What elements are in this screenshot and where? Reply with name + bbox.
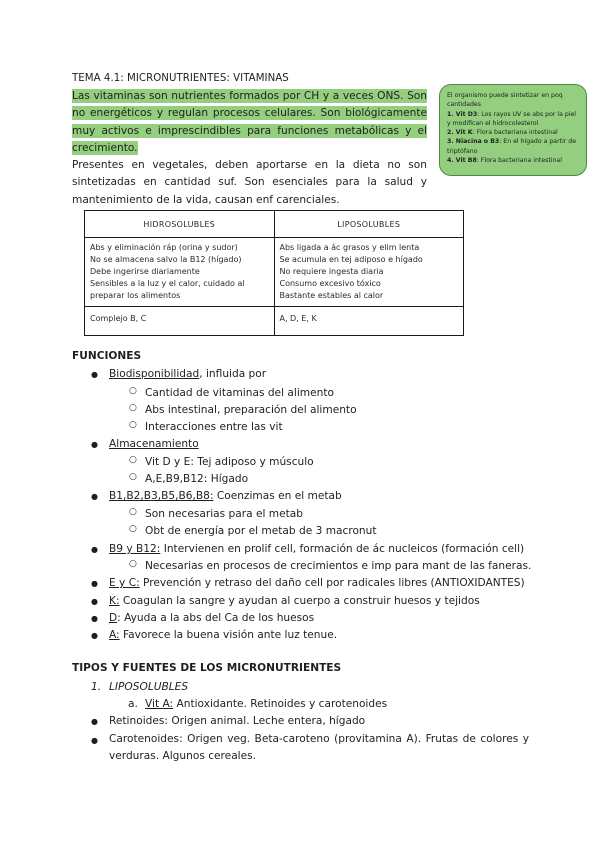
intro-paragraph xyxy=(72,88,427,209)
intro-rest: Presentes en vegetales, deben aportarse en la dieta no son sintetizadas en cantidad suf. Son esenciales para la salud y mantenimiento de la vida, causan enf carenciales. xyxy=(72,159,427,206)
list-item: K: Coagulan la sangre y ayudan al cuerpo a construir huesos y tejidos xyxy=(109,595,480,607)
hidro-examples-cell: Complejo B, C xyxy=(85,307,275,336)
list-item: Biodisponibilidad, influida por xyxy=(109,368,267,380)
table-header-row xyxy=(85,211,464,238)
bullet-icon: ● xyxy=(91,545,98,554)
bullet-icon: ● xyxy=(91,440,98,449)
list-subitem: Vit D y E: Tej adiposo y músculo xyxy=(145,456,314,468)
table-row xyxy=(85,238,464,307)
sub-bullet-icon: ○ xyxy=(129,507,137,517)
bullet-icon: ● xyxy=(91,597,98,606)
note-item-4: 4. Vit B8: Flora bacteriana intestinal xyxy=(447,157,562,165)
lettered-item-letter: a. xyxy=(128,698,138,710)
list-item: Almacenamiento xyxy=(109,438,199,450)
header-liposolubles: LIPOSOLUBLES xyxy=(274,211,464,238)
note-item-2: 2. Vit K: Flora bacteriana intestinal xyxy=(447,129,558,137)
sub-bullet-icon: ○ xyxy=(129,524,137,534)
bullet-icon: ● xyxy=(91,631,98,640)
highlighted-definition: Las vitaminas son nutrientes formados por CH y a veces ONS. Son no energéticos y regulan procesos celulares. Son biológicamente muy activos e imprescindibles para funciones metabólicas y el crecimiento. xyxy=(72,90,427,154)
bullet-icon: ● xyxy=(91,370,98,379)
list-subitem: Obt de energía por el metab de 3 macronut xyxy=(145,525,377,537)
lipo-properties-cell: Abs ligada a ác grasos y elim lenta Se acumula en tej adiposo e hígado No requiere ingesta diaria Consumo excesivo tóxico Bastante estables al calor xyxy=(274,238,464,307)
list-subitem: A,E,B9,B12: Hígado xyxy=(145,473,249,485)
sub-bullet-icon: ○ xyxy=(129,472,137,482)
list-subitem: Cantidad de vitaminas del alimento xyxy=(145,387,334,399)
note-item-1: 1. Vit D3: Los rayos UV se abs por la piel y modifican el hidrocolesterol xyxy=(447,110,577,127)
sub-bullet-icon: ○ xyxy=(129,386,137,396)
note-item-3: 3. Niacina o B3: En el hígado a partir de triptófano xyxy=(447,138,577,155)
table-row xyxy=(85,307,464,336)
list-subitem: Abs intestinal, preparación del alimento xyxy=(145,404,357,416)
list-item: B1,B2,B3,B5,B6,B8: Coenzimas en el metab xyxy=(109,490,342,502)
bullet-icon: ● xyxy=(91,614,98,623)
list-subitem: Son necesarias para el metab xyxy=(145,508,304,520)
list-item: Retinoides: Origen animal. Leche entera, hígado xyxy=(109,715,366,727)
bullet-icon: ● xyxy=(91,492,98,501)
funciones-heading: FUNCIONES xyxy=(72,350,142,362)
list-item: Carotenoides: Origen veg. Beta-caroteno (provitamina A). Frutas de colores y verduras. Algunos cereales. xyxy=(109,733,529,762)
sticky-note xyxy=(439,84,587,176)
bullet-icon: ● xyxy=(91,579,98,588)
bullet-icon: ● xyxy=(91,736,98,745)
sub-bullet-icon: ○ xyxy=(129,455,137,465)
list-item: A: Favorece la buena visión ante luz tenue. xyxy=(109,629,338,641)
list-item: D: Ayuda a la abs del Ca de los huesos xyxy=(109,612,315,624)
numbered-item-liposolubles: LIPOSOLUBLES xyxy=(109,681,189,693)
hidro-properties-cell: Abs y eliminación ráp (orina y sudor) No se almacena salvo la B12 (hígado) Debe ingerirse diariamente Sensibles a la luz y el calor, cuidado al preparar los alimentos xyxy=(85,238,275,307)
bullet-icon: ● xyxy=(91,717,98,726)
header-hidrosolubles: HIDROSOLUBLES xyxy=(85,211,275,238)
lettered-item-vit-a: Vit A: Antioxidante. Retinoides y carotenoides xyxy=(145,698,388,710)
list-subitem: Necesarias en procesos de crecimientos e imp para mant de las faneras. xyxy=(145,560,532,572)
list-item: B9 y B12: Intervienen en prolif cell, formación de ác nucleicos (formación cell) xyxy=(109,543,525,555)
page-title: TEMA 4.1: MICRONUTRIENTES: VITAMINAS xyxy=(72,73,289,84)
list-subitem: Interacciones entre las vit xyxy=(145,421,283,433)
list-item: E y C: Prevención y retraso del daño cell por radicales libres (ANTIOXIDANTES) xyxy=(109,577,525,589)
sub-bullet-icon: ○ xyxy=(129,403,137,413)
tipos-heading: TIPOS Y FUENTES DE LOS MICRONUTRIENTES xyxy=(72,662,342,674)
numbered-item-number: 1. xyxy=(91,681,102,693)
sub-bullet-icon: ○ xyxy=(129,559,137,569)
vitamin-comparison-table xyxy=(84,210,464,336)
lipo-examples-cell: A, D, E, K xyxy=(274,307,464,336)
sub-bullet-icon: ○ xyxy=(129,420,137,430)
note-intro: El organismo puede sintetizar en poq cantidades xyxy=(447,92,563,109)
